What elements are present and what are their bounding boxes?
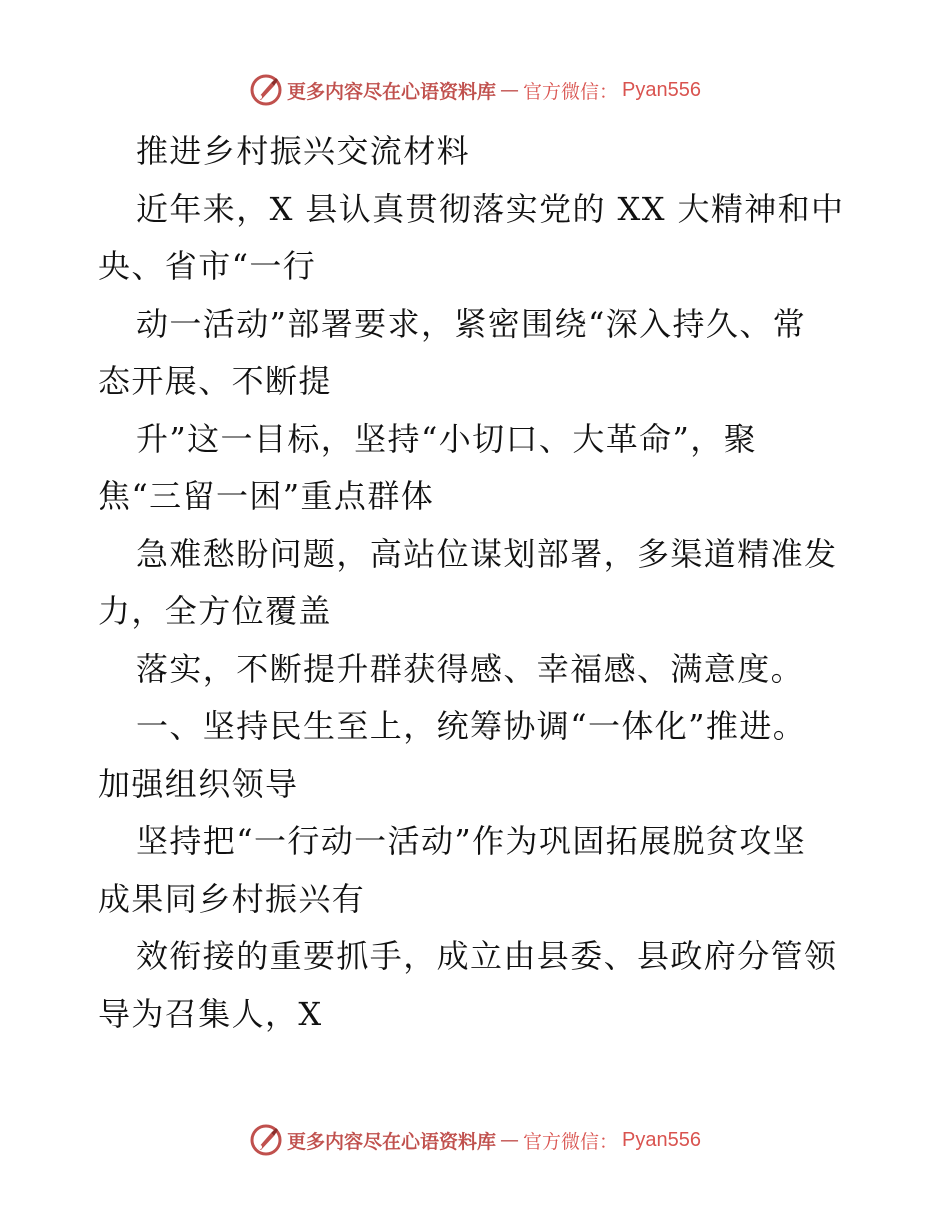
text-line: 动一活动”部署要求，紧密围绕“深入持久、常: [136, 304, 807, 343]
text-line: 急难愁盼问题，高站位谋划部署，多渠道精准发: [136, 534, 838, 573]
document-title: 推进乡村振兴交流材料: [136, 132, 471, 170]
banner-separator: —: [500, 1129, 520, 1151]
banner-site-text: 更多内容尽在心语资料库: [287, 80, 497, 103]
text-line: 力，全方位覆盖: [98, 592, 332, 630]
section-heading: 一、坚持民生至上，统筹协调“一体化”推进。: [136, 707, 807, 745]
text-line: 央、省市“一行: [98, 247, 317, 285]
footer-banner: [0, 1120, 950, 1160]
text-line: 坚持把“一行动一活动”作为巩固拓展脱贫攻坚: [136, 822, 807, 860]
text-line: 效衔接的重要抓手，成立由县委、县政府分管领: [136, 937, 838, 975]
banner-wechat-id: Pyan556: [622, 1128, 701, 1151]
quill-pen-icon: [249, 73, 283, 107]
text-line: 成果同乡村振兴有: [98, 879, 366, 918]
text-line: 升”这一目标，坚持“小切口、大革命”，聚: [136, 419, 758, 458]
banner-wechat-id: Pyan556: [622, 78, 701, 101]
banner-wechat-label: 官方微信：: [523, 80, 619, 103]
header-banner: [0, 70, 950, 110]
document-body: [98, 123, 858, 1043]
banner-wechat-label: 官方微信：: [523, 1130, 619, 1153]
text-line: 导为召集人，X: [98, 994, 323, 1033]
quill-pen-icon: [249, 1123, 283, 1157]
banner-separator: —: [500, 79, 520, 101]
text-line: 加强组织领导: [98, 764, 299, 803]
text-line: 近年来，X 县认真贯彻落实党的 XX 大精神和中: [136, 189, 845, 228]
text-line: 焦“三留一困”重点群体: [98, 477, 435, 515]
banner-site-text: 更多内容尽在心语资料库: [287, 1130, 497, 1153]
text-line: 态开展、不断提: [98, 362, 332, 400]
text-line: 落实，不断提升群获得感、幸福感、满意度。: [136, 649, 805, 688]
